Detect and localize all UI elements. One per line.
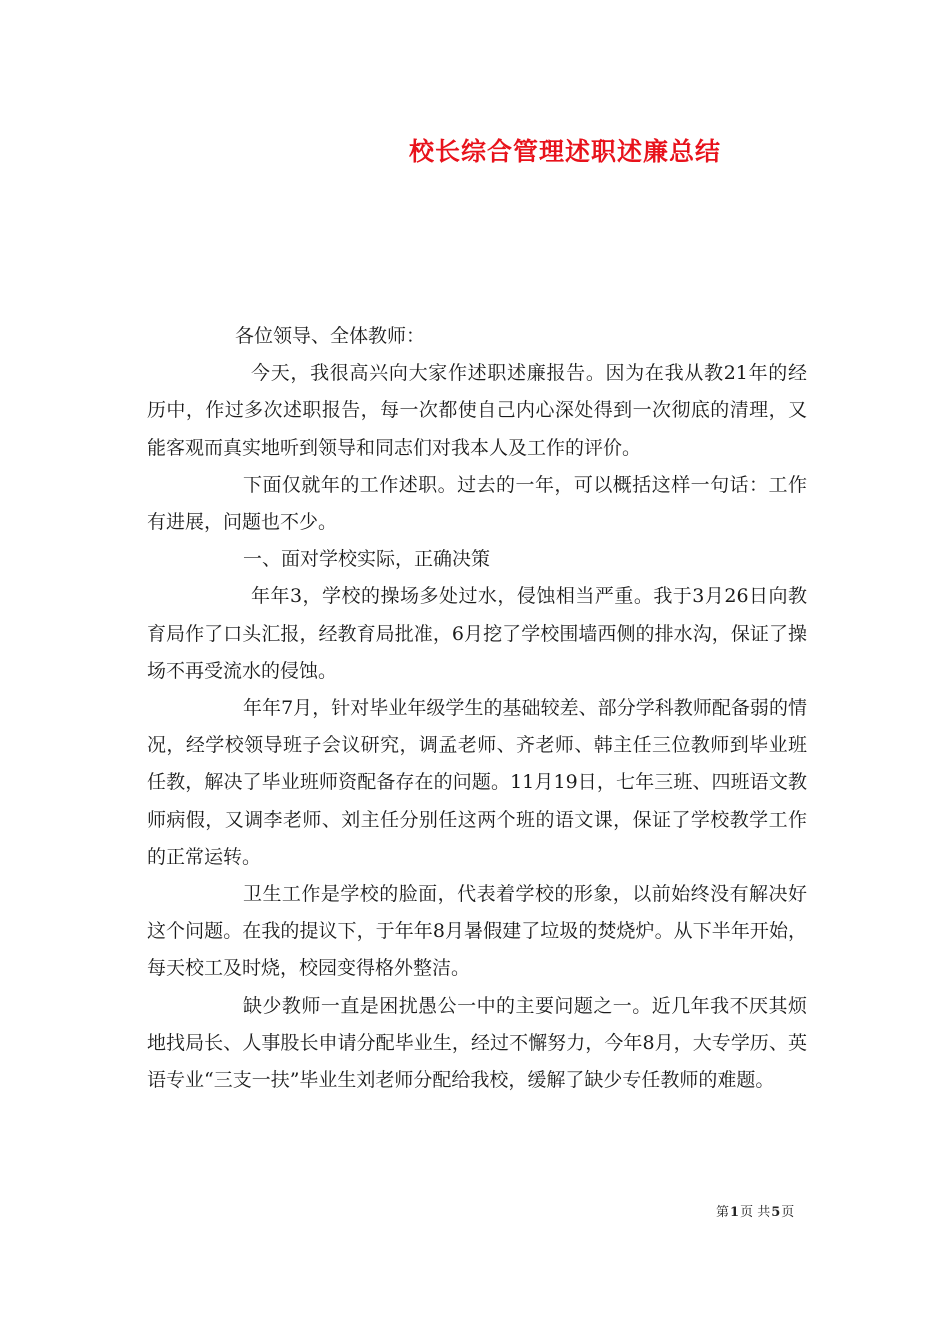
page-title: 校长综合管理述职述廉总结 [408,137,721,166]
current-page-number: 1 [730,1205,740,1220]
total-pages-number: 5 [771,1205,781,1220]
footer-suffix: 页 [781,1205,795,1220]
section-heading: 一、面对学校实际，正确决策 [243,548,491,571]
footer-prefix: 第 [716,1205,730,1220]
paragraph: 今天，我很高兴向大家作述职述廉报告。因为在我从教21年的经历中，作过多次述职报告，每一次都使自己内心深处得到一次彻底的清理，又能客观而真实地听到领导和同志们对我本人及工作的评价。 [147,362,807,459]
salutation: 各位领导、全体教师： [235,325,426,347]
footer-middle: 页 共 [740,1205,771,1220]
document-body [147,318,807,1099]
paragraph: 年年7月，针对毕业年级学生的基础较差、部分学科教师配备弱的情况，经学校领导班子会议研究，调孟老师、齐老师、韩主任三位教师到毕业班任教，解决了毕业班师资配备存在的问题。11月19日，七年三班、四班语文教师病假，又调李老师、刘主任分别任这两个班的语文课，保证了学校教学工作的正常运转。 [147,697,807,868]
paragraph: 卫生工作是学校的脸面，代表着学校的形象，以前始终没有解决好这个问题。在我的提议下，于年年8月暑假建了垃圾的焚烧炉。从下半年开始，每天校工及时烧，校园变得格外整洁。 [147,883,807,980]
page-number-footer [716,1204,794,1222]
paragraph: 下面仅就年的工作述职。过去的一年，可以概括这样一句话：工作有进展，问题也不少。 [147,473,807,534]
paragraph: 缺少教师一直是困扰愚公一中的主要问题之一。近几年我不厌其烦地找局长、人事股长申请分配毕业生，经过不懈努力，今年8月，大专学历、英语专业“三支一扶”毕业生刘老师分配给我校，缓解了缺少专任教师的难题。 [147,994,807,1092]
paragraph: 年年3，学校的操场多处过水，侵蚀相当严重。我于3月26日向教育局作了口头汇报，经教育局批准，6月挖了学校围墙西侧的排水沟，保证了操场不再受流水的侵蚀。 [147,585,807,682]
